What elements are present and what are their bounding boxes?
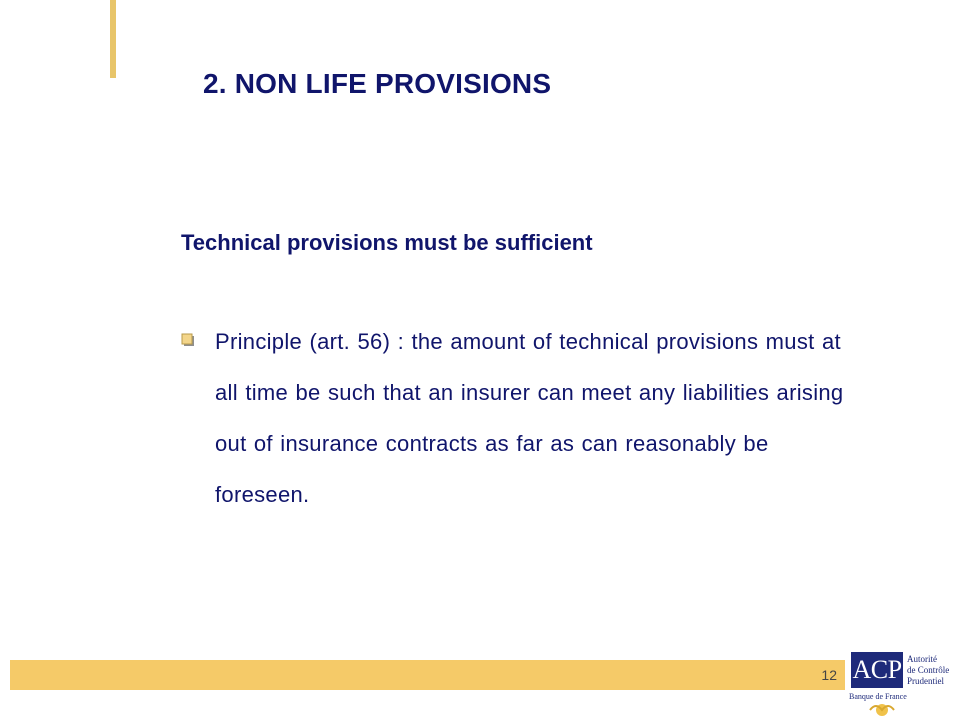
slide-title: 2. NON LIFE PROVISIONS [203,68,552,99]
bullet-text: Principle (art. 56) : the amount of technical provisions must at all time be such that an insurer can meet any liabilities arising out of insurance contracts as far as can reasonably be foreseen. [215,329,844,507]
acp-logo [847,652,959,718]
emblem-icon [867,700,897,718]
footer-bar [10,660,845,690]
slide-subtitle: Technical provisions must be sufficient [181,230,593,255]
square-bullet-icon [181,333,195,347]
logo-word-1: Autorité [907,654,937,664]
logo-acronym: ACP [851,652,903,688]
accent-bar [110,0,116,78]
logo-word-3: Prudentiel [907,676,944,686]
logo-tagline: Banque de France [849,692,907,701]
logo-word-2: de Contrôle [907,665,950,675]
page-number: 12 [821,667,837,683]
